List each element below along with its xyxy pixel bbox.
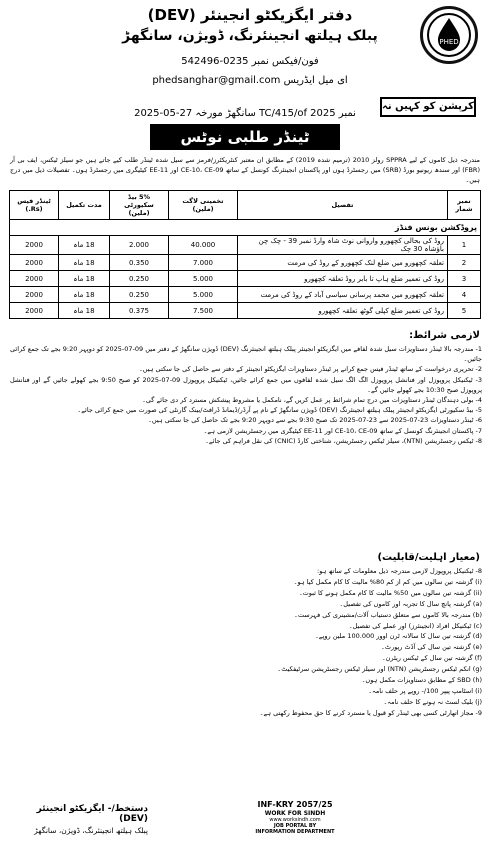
condition-item: 7- پاکستان انجینئرنگ کونسل کے ساتھ CE-10، CE-09 اور EE-11 کیٹیگری میں رجسٹریشن لازمی ہے۔	[203, 426, 482, 435]
condition-item: 4- بولی دہندگان ٹینڈر دستاویزات میں درج تمام شرائط پر عمل کریں گے، نامکمل یا مشروط پیشکش مسترد کر دی جائے گی۔	[142, 396, 482, 405]
row-description: تعلقہ کچھورو میں ضلع لنک کچھورو کے روڈ کی مرمت	[238, 255, 448, 271]
header-period: مدت تکمیل	[59, 191, 110, 220]
row-cost: 40.000	[169, 236, 238, 255]
row-no: 3	[448, 271, 481, 287]
eligibility-item: (i) گزشتہ تین سالوں میں کم از کم 80% مالیت کا کام مکمل کیا ہو۔	[293, 577, 482, 586]
section-title: پروڈکشن بونس فنڈز	[10, 220, 481, 236]
eligibility-item: 9- مجاز اتھارٹی کسی بھی ٹینڈر کو قبول یا مسترد کرنے کا حق محفوظ رکھتی ہے۔	[259, 708, 482, 717]
eligibility-list	[120, 566, 482, 719]
condition-item: 1- مندرجہ بالا ٹینڈر دستاویزات سیل شدہ لفافے میں ایگزیکٹو انجینئر پبلک ہیلتھ انجینئرنگ (DEV) ڈویژن سانگھڑ کے دفتر میں 09-07-2025 کو دوپہر 9:20 بجے تک جمع کرائی جائیں۔	[10, 345, 483, 364]
row-fee: 2000	[10, 271, 59, 287]
phed-emblem-icon	[425, 11, 473, 59]
cut-label: کرپشن کو کہیں نہ	[380, 97, 476, 117]
inf-work: WORK FOR SINDH	[264, 810, 326, 817]
inf-portal: JOB PORTAL BY	[273, 823, 317, 829]
row-security: 0.250	[110, 287, 169, 303]
row-no: 1	[448, 236, 481, 255]
reference-line: نمبر TC/415/of 2025 سانگھڑ مورخہ 27-05-2025	[134, 108, 356, 119]
eligibility-item: (g) انکم ٹیکس رجسٹریشن (NTN) اور سیلز ٹیکس رجسٹریشن سرٹیفکیٹ۔	[277, 665, 482, 674]
inf-code: INF-KRY 2057/25	[257, 800, 333, 809]
eligibility-item: (d) گزشتہ تین سال کا سالانہ ٹرن اوور 100.000 ملین روپے۔	[314, 632, 482, 641]
row-description: روڈ کی تعمیر ضلع ہاپ تا بابر روڈ تعلقہ کچھورو	[238, 271, 448, 287]
eligibility-item: (c) ٹیکنیکل افراد (انجینئرز) اور عملے کی تفصیل۔	[348, 621, 482, 630]
eligibility-item: (f) گزشتہ تین سال کے ٹیکس ریٹرن۔	[381, 654, 482, 663]
header-security: 5% بیڈ سکیورٹی (ملین)	[110, 191, 169, 220]
signature-office: پبلک ہیلتھ انجینئرنگ، ڈویژن، سانگھڑ	[34, 826, 148, 835]
row-cost: 5.000	[169, 271, 238, 287]
inf-site: www.worksindh.com	[269, 817, 321, 823]
eligibility-item: (b) مندرجہ بالا کاموں سے متعلق دستیاب آلات/مشینری کی فہرست۔	[294, 610, 482, 619]
table-row	[10, 255, 481, 271]
row-fee: 2000	[10, 303, 59, 319]
row-fee: 2000	[10, 236, 59, 255]
conditions-heading: لازمی شرائط:	[409, 330, 480, 341]
row-security: 0.375	[110, 303, 169, 319]
works-table	[9, 190, 481, 319]
row-fee: 2000	[10, 255, 59, 271]
notice-title: ٹینڈر طلبی نوٹس	[150, 124, 340, 150]
inf-stamp	[255, 800, 335, 835]
header-cost: تخمینی لاگت (ملین)	[169, 191, 238, 220]
condition-item: 2- تحریری درخواست کے ساتھ ٹینڈر فیس جمع کرانے پر ٹینڈر دستاویزات ایگزیکٹو انجینئر کے دفتر سے حاصل کی جا سکتی ہیں۔	[138, 365, 482, 374]
eligibility-item: (ii) گزشتہ تین سالوں میں 50% مالیت کا کام مکمل ہونے کا ثبوت۔	[298, 588, 482, 597]
row-security: 0.250	[110, 271, 169, 287]
table-row	[10, 271, 481, 287]
header-fee: ٹینڈر فیس (Rs.)	[10, 191, 59, 220]
department-name: پبلک ہیلتھ انجینئرنگ، ڈویژن، سانگھڑ	[122, 28, 378, 44]
row-period: 18 ماہ	[59, 287, 110, 303]
intro-paragraph: مندرجہ ذیل کاموں کے لیے SPPRA رولز 2010 (ترمیم شدہ 2019) کے مطابق ان معتبر کنٹریکٹرز/فرمز سے سیل شدہ ٹینڈر طلب کیے جاتے ہیں جو سیلز ٹیکس، ایف بی آر (FBR) اور سندھ ریونیو بورڈ (SRB) میں رجسٹرڈ ہوں اور پاکستان انجینئرنگ کونسل کے ساتھ CE-10، CE-09 اور EE-11 کیٹیگری میں رجسٹرڈ ہوں۔ تفصیلات ذیل میں درج ہیں۔	[10, 156, 480, 184]
signature-title: دستخط/- ایگزیکٹو انجینئر (DEV)	[36, 804, 148, 824]
conditions-list	[10, 344, 482, 446]
eligibility-item: (a) گزشتہ پانچ سال کا تجربہ اور کاموں کی تفصیل۔	[339, 599, 482, 608]
logo-text: PHED	[439, 38, 459, 46]
condition-item: 3- ٹیکنیکل پروپوزل اور فنانشل پروپوزل الگ الگ سیل شدہ لفافوں میں جمع کرائے جائیں، ٹیکنیکل پروپوزل 09-07-2025 کو صبح 9:50 بجے کھولے جائیں گے اور فنانشل پروپوزل صبح 10:30 بجے کھولے جائیں گے۔	[10, 375, 483, 394]
condition-item: 8- ٹیکس رجسٹریشن (NTN)، سیلز ٹیکس رجسٹریشن، شناختی کارڈ (CNIC) کی نقل فراہم کی جائے۔	[205, 436, 482, 445]
eligibility-heading: (معیار اہلیت/قابلیت)	[377, 552, 480, 563]
office-title: دفتر ایگزیکٹو انجینئر (DEV)	[147, 6, 353, 24]
row-no: 2	[448, 255, 481, 271]
row-period: 18 ماہ	[59, 236, 110, 255]
condition-item: 5- بیڈ سکیورٹی ایگزیکٹو انجینئر پبلک ہیلتھ انجینئرنگ (DEV) ڈویژن سانگھڑ کے نام پے آرڈر/ڈیمانڈ ڈرافٹ/بینک گارنٹی کی صورت میں جمع کرائی جائے۔	[77, 406, 482, 415]
eligibility-item: 8- ٹیکنیکل پروپوزل لازمی مندرجہ ذیل معلومات کے ساتھ ہو:	[317, 567, 482, 575]
phone-line: فون/فیکس نمبر 0235-542496	[181, 56, 319, 67]
table-section-row	[10, 220, 481, 236]
inf-dept: INFORMATION DEPARTMENT	[255, 829, 335, 835]
email-line: ای میل ایڈریس phedsanghar@gmail.com	[152, 75, 348, 86]
row-no: 4	[448, 287, 481, 303]
signature-block	[8, 804, 148, 835]
table-row	[10, 287, 481, 303]
row-cost: 7.000	[169, 255, 238, 271]
row-security: 2.000	[110, 236, 169, 255]
row-description: روڈ کی تعمیر ضلع کپلی گوٹھ تعلقہ کچھورو	[238, 303, 448, 319]
condition-item: 6- ٹینڈر دستاویزات 23-07-2025 سے 23-07-2025 تک صبح 9:30 بجے سے دوپہر 9:20 بجے تک حاصل کی جا سکتی ہیں۔	[148, 416, 482, 425]
row-cost: 5.000	[169, 287, 238, 303]
table-header-row	[10, 191, 481, 220]
eligibility-item: (h) SBD کے مطابق دستاویزات مکمل ہوں۔	[361, 676, 482, 685]
header-no: نمبر شمار	[448, 191, 481, 220]
row-description: روڈ کی بحالی کچھورو واروانی نوٹ شاہ وارڈ نمبر 39 - چک چن باؤشاہ 30 چک	[238, 236, 448, 255]
row-fee: 2000	[10, 287, 59, 303]
row-security: 0.350	[110, 255, 169, 271]
row-cost: 7.500	[169, 303, 238, 319]
row-period: 18 ماہ	[59, 271, 110, 287]
table-row	[10, 236, 481, 255]
header-description: تفصیل	[238, 191, 448, 220]
phed-logo	[420, 6, 478, 64]
eligibility-item: (i) اسٹامپ پیپر 100/- روپے پر حلف نامہ۔	[368, 686, 482, 695]
row-period: 18 ماہ	[59, 255, 110, 271]
eligibility-item: (e) گزشتہ تین سال کی آڈٹ رپورٹ۔	[381, 643, 482, 652]
eligibility-item: (j) بلیک لسٹ نہ ہونے کا حلف نامہ۔	[383, 697, 482, 706]
table-row	[10, 303, 481, 319]
row-no: 5	[448, 303, 481, 319]
row-period: 18 ماہ	[59, 303, 110, 319]
row-description: تعلقہ کچھورو میں محمد پرسانی سیاسی آباد کے روڈ کی مرمت	[238, 287, 448, 303]
